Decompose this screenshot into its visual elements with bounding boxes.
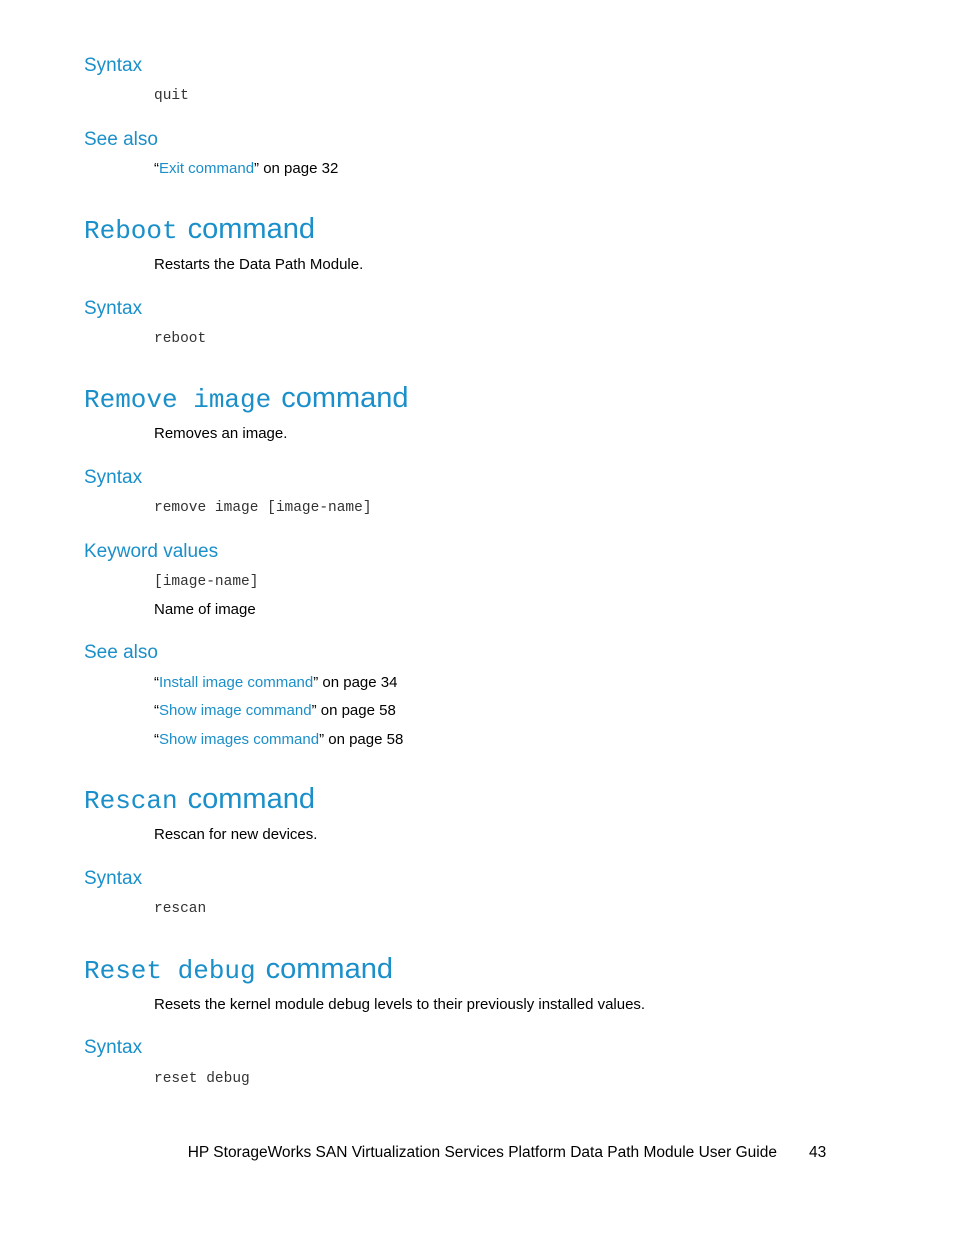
title-code: Rescan [84, 786, 178, 816]
reset-debug-syntax-code: reset debug [154, 1071, 250, 1087]
rescan-command-title [84, 784, 315, 814]
remove-image-see-also-heading: See also [84, 642, 158, 663]
quote-open: “ [154, 731, 159, 748]
remove-image-syntax-heading: Syntax [84, 467, 143, 488]
exit-command-link[interactable]: Exit command [159, 160, 255, 177]
reset-debug-command-title [84, 954, 393, 984]
title-word: command [265, 953, 393, 985]
page-reference: ” on page 58 [311, 702, 396, 719]
reboot-syntax-heading: Syntax [84, 298, 143, 319]
show-images-command-link[interactable]: Show images command [159, 731, 320, 748]
install-image-command-link[interactable]: Install image command [159, 674, 314, 691]
page-reference: ” on page 58 [319, 731, 404, 748]
see-also-item [154, 675, 397, 690]
remove-image-description: Removes an image. [154, 425, 288, 442]
title-word: command [281, 382, 409, 414]
quit-see-also-heading: See also [84, 129, 158, 150]
keyword-code: [image-name] [154, 574, 259, 590]
quote-open: “ [154, 702, 159, 719]
reset-debug-description: Resets the kernel module debug levels to their previously installed values. [154, 996, 646, 1013]
rescan-description: Rescan for new devices. [154, 826, 318, 843]
page-reference: ” on page 32 [254, 160, 339, 177]
see-also-item [154, 732, 403, 747]
rescan-syntax-code: rescan [154, 901, 207, 917]
keyword-values-heading: Keyword values [84, 541, 219, 562]
title-word: command [187, 213, 315, 245]
quit-syntax-code: quit [154, 88, 189, 104]
quote-open: “ [154, 160, 159, 177]
title-word: command [187, 783, 315, 815]
rescan-syntax-heading: Syntax [84, 868, 143, 889]
quit-syntax-heading: Syntax [84, 55, 143, 76]
reboot-command-title [84, 214, 315, 244]
remove-image-command-title [84, 383, 409, 413]
reboot-syntax-code: reboot [154, 331, 207, 347]
quit-see-also-item [154, 161, 338, 176]
remove-image-syntax-code: remove image [image-name] [154, 500, 372, 516]
title-code: Reboot [84, 216, 178, 246]
reset-debug-syntax-heading: Syntax [84, 1037, 143, 1058]
page-reference: ” on page 34 [313, 674, 398, 691]
keyword-description: Name of image [154, 601, 256, 618]
see-also-item [154, 703, 396, 718]
footer-guide-title: HP StorageWorks SAN Virtualization Services Platform Data Path Module User Guide [187, 1144, 777, 1161]
quote-open: “ [154, 674, 159, 691]
reboot-description: Restarts the Data Path Module. [154, 256, 364, 273]
show-image-command-link[interactable]: Show image command [159, 702, 312, 719]
page-number: 43 [809, 1144, 827, 1161]
title-code: Remove image [84, 385, 272, 415]
title-code: Reset debug [84, 956, 256, 986]
